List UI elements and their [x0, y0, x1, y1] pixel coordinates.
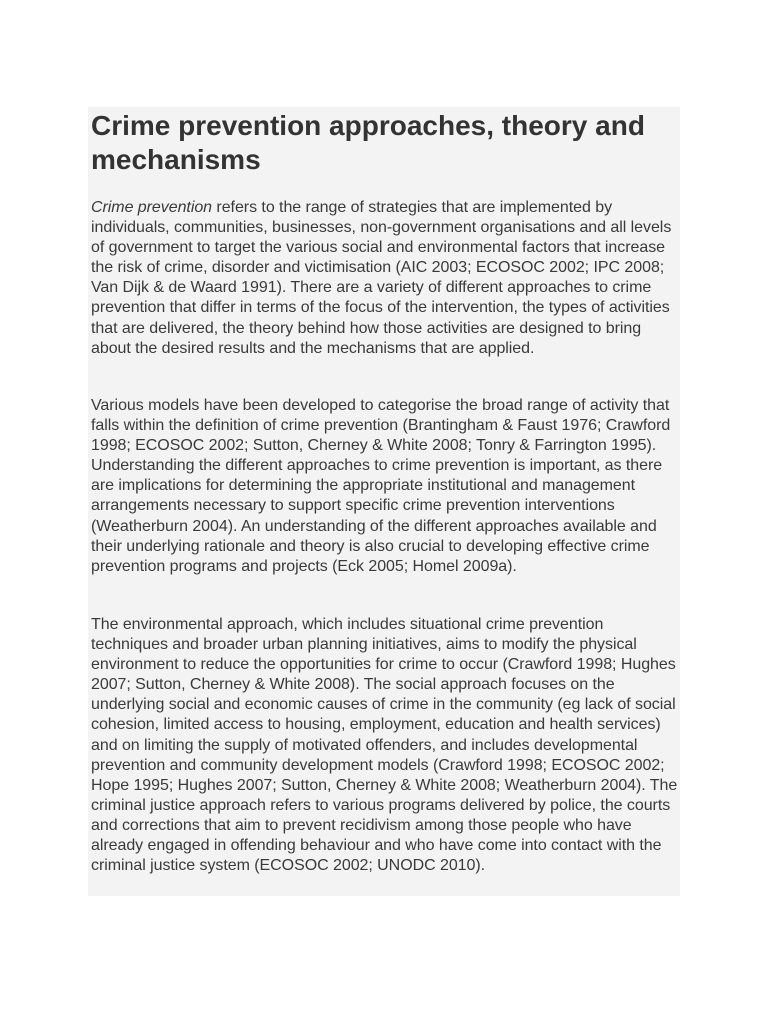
article-title: Crime prevention approaches, theory and mechanisms: [91, 110, 645, 175]
defined-term: Crime prevention: [91, 199, 213, 216]
paragraph-crime-prevention-definition: [91, 198, 683, 359]
paragraph-1-text: refers to the range of strategies that are implemented by individuals, communities, businesses, non-government organisations and all levels of government to target the various social and environmental factors that increase the risk of crime, disorder and victimisation (AIC 2003; ECOSOC 2002; IPC 2008; Van Dijk & de Waard 1991). There are a variety of different approaches to crime prevention that differ in terms of the focus of the intervention, the types of activities that are delivered, the theory behind how those activities are designed to bring about the desired results and the mechanisms that are applied.: [91, 199, 672, 357]
paragraph-models: Various models have been developed to categorise the broad range of activity that falls within the definition of crime prevention (Brantingham & Faust 1976; Crawford 1998; ECOSOC 2002; Sutton, Cherney & White 2008; Tonry & Farrington 1995). Understanding the different approaches to crime prevention is important, as there are implications for determining the appropriate institutional and management arrangements necessary to support specific crime prevention interventions (Weatherburn 2004). An understanding of the different approaches available and their underlying rationale and theory is also crucial to developing effective crime prevention programs and projects (Eck 2005; Homel 2009a).: [91, 397, 671, 575]
paragraph-approaches: The environmental approach, which includes situational crime prevention techniques and broader urban planning initiatives, aims to modify the physical environment to reduce the opportunities for crime to occur (Crawford 1998; Hughes 2007; Sutton, Cherney & White 2008). The social approach focuses on the underlying social and economic causes of crime in the community (eg lack of social cohesion, limited access to housing, employment, education and health services) and on limiting the supply of motivated offenders, and includes developmental prevention and community development models (Crawford 1998; ECOSOC 2002; Hope 1995; Hughes 2007; Sutton, Cherney & White 2008; Weatherburn 2004). The criminal justice approach refers to various programs delivered by police, the courts and corrections that aim to prevent recidivism among those people who have already engaged in offending behaviour and who have come into contact with the criminal justice system (ECOSOC 2002; UNODC 2010).: [91, 616, 678, 875]
